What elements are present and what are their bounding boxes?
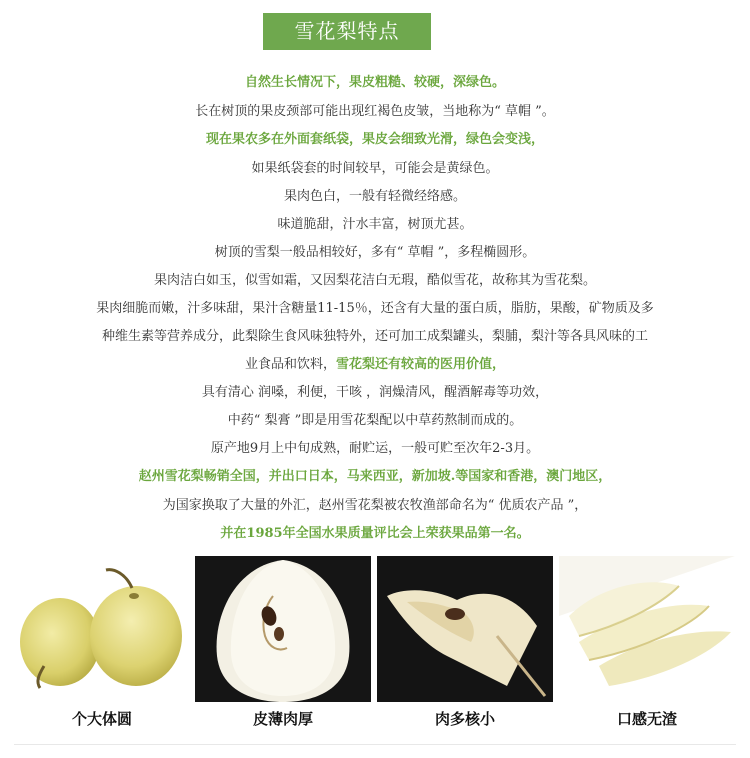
section-title: 雪花梨特点 (263, 13, 431, 50)
caption-2: 皮薄肉厚 (252, 710, 313, 728)
pear-slices-photo (559, 556, 735, 702)
feature-line-16: 为国家换取了大量的外汇，赵州雪花梨被农牧渔部命名为“ 优质农产品 ”， (162, 498, 588, 513)
feature-line-9: 果肉细脆而嫩，汁多味甜，果汁含糖量11-15％，还含有大量的蛋白质，脂肪，果酸，矿物质及多 (96, 301, 654, 316)
feature-line-4: 如果纸袋套的时间较早，可能会是黄绿色。 (251, 161, 499, 176)
whole-pears-photo (14, 556, 190, 702)
feature-line-14: 原产地9月上中旬成熟，耐贮运，一般可贮至次年2-3月。 (210, 441, 540, 456)
feature-line-7: 树顶的雪梨一般品相较好，多有“ 草帽 ”，多程椭圆形。 (214, 245, 536, 260)
feature-line-6: 味道脆甜，汁水丰富，树顶尤甚。 (277, 217, 473, 232)
feature-line-17: 并在1985年全国水果质量评比会上荣获果品第一名。 (220, 526, 530, 541)
feature-line-12: 具有清心 润嗓，利便，干咳 ，润燥清风，醒酒解毒等功效， (201, 385, 549, 400)
feature-line-10: 种维生素等营养成分，此梨除生食风味独特外，还可加工成梨罐头，梨脯，梨汁等各具风味的工 (101, 329, 648, 344)
feature-line-1: 自然生长情况下，果皮粗糙、较硬，深绿色。 (244, 75, 505, 90)
pear-core-photo (377, 556, 553, 702)
feature-line-3: 现在果农多在外面套纸袋，果皮会细致光滑，绿色会变浅， (205, 132, 544, 147)
feature-line-15: 赵州雪花梨畅销全国，并出口日本，马来西亚，新加坡.等国家和香港，澳门地区， (138, 469, 612, 484)
cut-pear-photo (195, 556, 371, 702)
feature-line-11-green: 雪花梨还有较高的医用价值， (336, 357, 506, 372)
caption-4: 口感无渣 (616, 710, 677, 728)
caption-3: 肉多核小 (434, 710, 495, 728)
caption-1: 个大体圆 (71, 710, 132, 728)
feature-line-8: 果肉洁白如玉，似雪如霜，又因梨花洁白无瑕，酷似雪花，故称其为雪花梨。 (153, 273, 596, 288)
feature-line-13: 中药“ 梨膏 ”即是用雪花梨配以中草药熬制而成的。 (227, 413, 523, 428)
feature-line-11-plain: 业食品和饮料， (244, 357, 336, 372)
feature-line-2: 长在树顶的果皮颈部可能出现红褐色皮皱，当地称为“ 草帽 ”。 (195, 104, 555, 119)
feature-line-5: 果肉色白，一般有轻微经络感。 (283, 189, 466, 204)
feature-line-11 (0, 356, 750, 374)
bottom-divider (14, 744, 736, 745)
